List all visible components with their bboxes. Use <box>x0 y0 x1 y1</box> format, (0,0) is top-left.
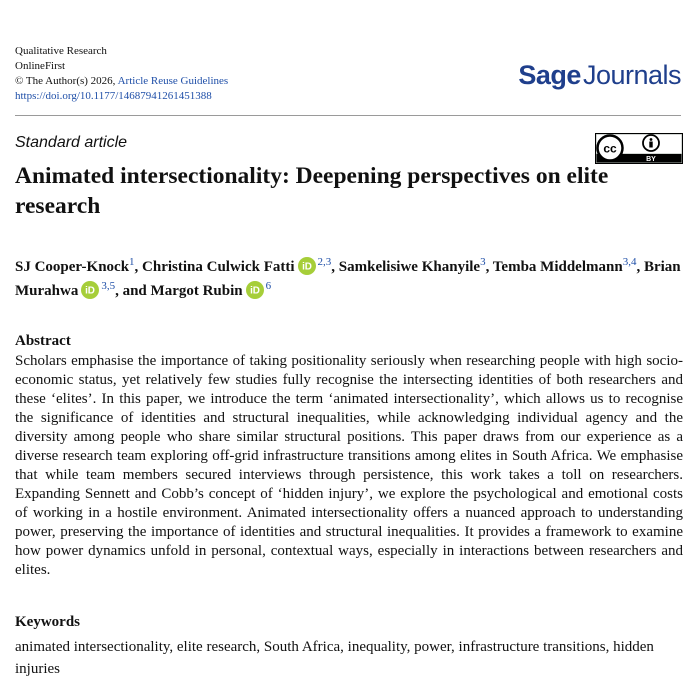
abstract-heading: Abstract <box>15 333 71 349</box>
affiliation-ref: 6 <box>265 280 272 292</box>
orcid-icon[interactable] <box>298 257 316 275</box>
author-list: SJ Cooper-Knock$^1$, Christina Culwick Fatti iD $^{2,3}$, Samkelisiwe Khanyile$^3$, Temba Middelmann$^{3,4}$, Brian Murahwa iD $^{3,5}$, and Margot Rubin iD $^6$ <box>15 256 681 299</box>
article-title: Animated intersectionality: Deepening perspectives on elite research <box>15 163 609 219</box>
author[interactable]: SJ Cooper-Knock$^1$ <box>15 256 135 275</box>
affiliation-ref: 1 <box>129 256 135 268</box>
svg-text:iD: iD <box>301 261 312 273</box>
doi-link[interactable]: https://doi.org/10.1177/14687941261451388 <box>15 90 212 102</box>
author[interactable]: Temba Middelmann$^{3,4}$ <box>492 256 637 275</box>
orcid-icon[interactable] <box>246 281 264 299</box>
orcid-icon[interactable] <box>81 281 99 299</box>
svg-text:iD: iD <box>249 285 260 297</box>
article-type: Standard article <box>15 134 128 151</box>
logo-sage: Sage <box>518 60 581 90</box>
keywords-text: animated intersectionality, elite research, South Africa, inequality, power, infrastructure transitions, hidden injuries <box>15 639 654 677</box>
journal-meta <box>15 44 228 104</box>
author[interactable]: Margot Rubin iD $^6$ <box>150 280 272 299</box>
keywords-heading: Keywords <box>15 614 80 630</box>
publication-status: OnlineFirst <box>15 60 66 72</box>
copyright-line <box>15 74 228 89</box>
cc-by-license-icon[interactable] <box>595 133 683 164</box>
logo-journals: Journals <box>582 60 681 90</box>
author[interactable]: Christina Culwick Fatti iD $^{2,3}$ <box>142 256 332 275</box>
author[interactable]: Brian Murahwa iD $^{3,5}$ <box>15 259 681 299</box>
abstract-text: Scholars emphasise the importance of taking positionality seriously when researching people with high socio-economic status, yet relatively few studies fully recognise the intersecting identities of both researchers and these ‘elites’. In this paper, we introduce the term ‘animated intersectionality’, which allows us to recognise the significance of identities and structural inequalities, while acknowledging individual agency and the diversity among people who share similar structural positions. This paper draws from our experience as a diverse research team exploring off-grid infrastructure transitions among elites in South Africa. We emphasise that while team members secured interviews through persistence, this work takes a toll on researchers. Expanding Sennett and Cobb’s concept of ‘hidden injury’, we explore the psychological and emotional costs of working in a hostile environment. Animated intersectionality offers a nuanced approach to understanding power, preserving the importance of identities and structural inequalities. It provides a framework to examine how power dynamics unfold in personal, contextual ways, especially in interactions between researchers and elites. <box>15 353 683 578</box>
affiliation-ref: 3,5 <box>101 280 116 292</box>
svg-text:iD: iD <box>85 285 96 297</box>
author[interactable]: Samkelisiwe Khanyile$^3$ <box>338 256 486 275</box>
license-badge-text: BY <box>646 156 656 163</box>
affiliation-ref: 2,3 <box>317 256 332 268</box>
header-divider <box>15 115 681 116</box>
affiliation-ref: 3,4 <box>622 256 637 268</box>
reuse-guidelines-link[interactable]: Article Reuse Guidelines <box>117 75 229 87</box>
journal-name: Qualitative Research <box>15 45 107 57</box>
affiliation-ref: 3 <box>480 256 486 268</box>
sage-journals-logo[interactable] <box>518 60 681 91</box>
svg-text:cc: cc <box>603 141 617 156</box>
copyright-text: © The Author(s) 2026, <box>15 75 116 87</box>
